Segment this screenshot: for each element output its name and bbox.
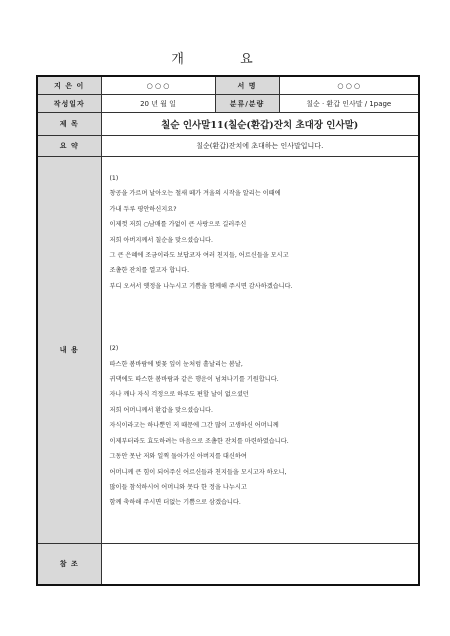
overview-form	[36, 75, 420, 586]
reference-label: 참 조	[37, 544, 101, 586]
content-line: 자나 깨나 자식 걱정으로 하루도 편할 날이 없으셨던	[109, 391, 249, 399]
content-line: 창공을 가르며 날아오는 철새 떼가 겨울의 시작을 알리는 이때에	[109, 190, 281, 198]
content-line: 따스한 봄바람에 벚꽃 잎이 눈처럼 흩날리는 봄날,	[109, 360, 243, 368]
page-title: 개 요	[171, 52, 279, 67]
date-row	[37, 95, 419, 113]
summary-row	[37, 136, 419, 157]
content-line: 가내 두루 평안하신지요?	[109, 205, 177, 213]
content-line: 그동안 못난 저와 일찍 돌아가신 아버지를 대신하여	[109, 453, 247, 461]
content-line: 어머니께 큰 힘이 되어주신 어르신들과 친지들을 모시고자 하오니,	[109, 468, 287, 476]
content-label: 내 용	[37, 157, 101, 544]
content-line: 조촐한 잔치를 열고자 합니다.	[109, 267, 190, 275]
content-line: 귀댁에도 따스한 봄바람과 같은 행운이 넘쳐나기를 기원합니다.	[109, 376, 279, 384]
content-line: 그 큰 은혜에 조금이라도 보답코자 여러 친지들, 어르신들을 모시고	[109, 252, 289, 260]
content-line: 저희 어머니께서 환갑을 맞으셨습니다.	[109, 406, 214, 414]
content-line: 자식이라고는 하나뿐인 저 때문에 그간 많이 고생하신 어머니께	[109, 422, 279, 430]
content-line: 많이들 참석하시어 어머니와 못다 한 정을 나누시고	[109, 483, 247, 491]
content-line: 이제부터라도 효도하려는 마음으로 조촐한 잔치를 마련하였습니다.	[109, 437, 289, 445]
content-line: (2)	[109, 345, 119, 353]
subject-value: 칠순 인사말11(칠순(환갑)잔치 초대장 인사말)	[101, 113, 419, 136]
subject-row	[37, 113, 419, 136]
content-line: 저희 아버지께서 칠순을 맞으셨습니다.	[109, 236, 214, 244]
signature-value: ○ ○ ○	[279, 76, 419, 95]
content-spacer	[110, 294, 411, 341]
summary-value: 칠순(환갑)잔치에 초대하는 인사말입니다.	[101, 136, 419, 157]
author-value: ○ ○ ○	[101, 76, 215, 95]
content-line: 부디 오셔서 옛정을 나누시고 기쁨을 함께해 주시면 감사하겠습니다.	[109, 282, 293, 290]
subject-label: 제 목	[37, 113, 101, 136]
reference-row	[37, 544, 419, 586]
author-row	[37, 76, 419, 95]
content-part-1	[110, 171, 411, 294]
content-line: 이제껏 저희 ○남매를 가없이 큰 사랑으로 길러주신	[109, 221, 247, 229]
content-line: (1)	[109, 175, 119, 182]
content-part-2	[110, 341, 411, 510]
category-value: 칠순 · 환갑 인사말 / 1page	[279, 95, 419, 113]
content-row	[37, 157, 419, 544]
content-line: 함께 축하해 주시면 더없는 기쁨으로 삼겠습니다.	[109, 499, 241, 507]
signature-label: 서 명	[215, 76, 279, 95]
reference-value	[101, 544, 419, 586]
summary-label: 요 약	[37, 136, 101, 157]
content-body	[101, 157, 419, 544]
date-value: 20 년 월 일	[101, 95, 215, 113]
date-label: 작성일자	[37, 95, 101, 113]
author-label: 지 은 이	[37, 76, 101, 95]
category-label: 분류/분량	[215, 95, 279, 113]
